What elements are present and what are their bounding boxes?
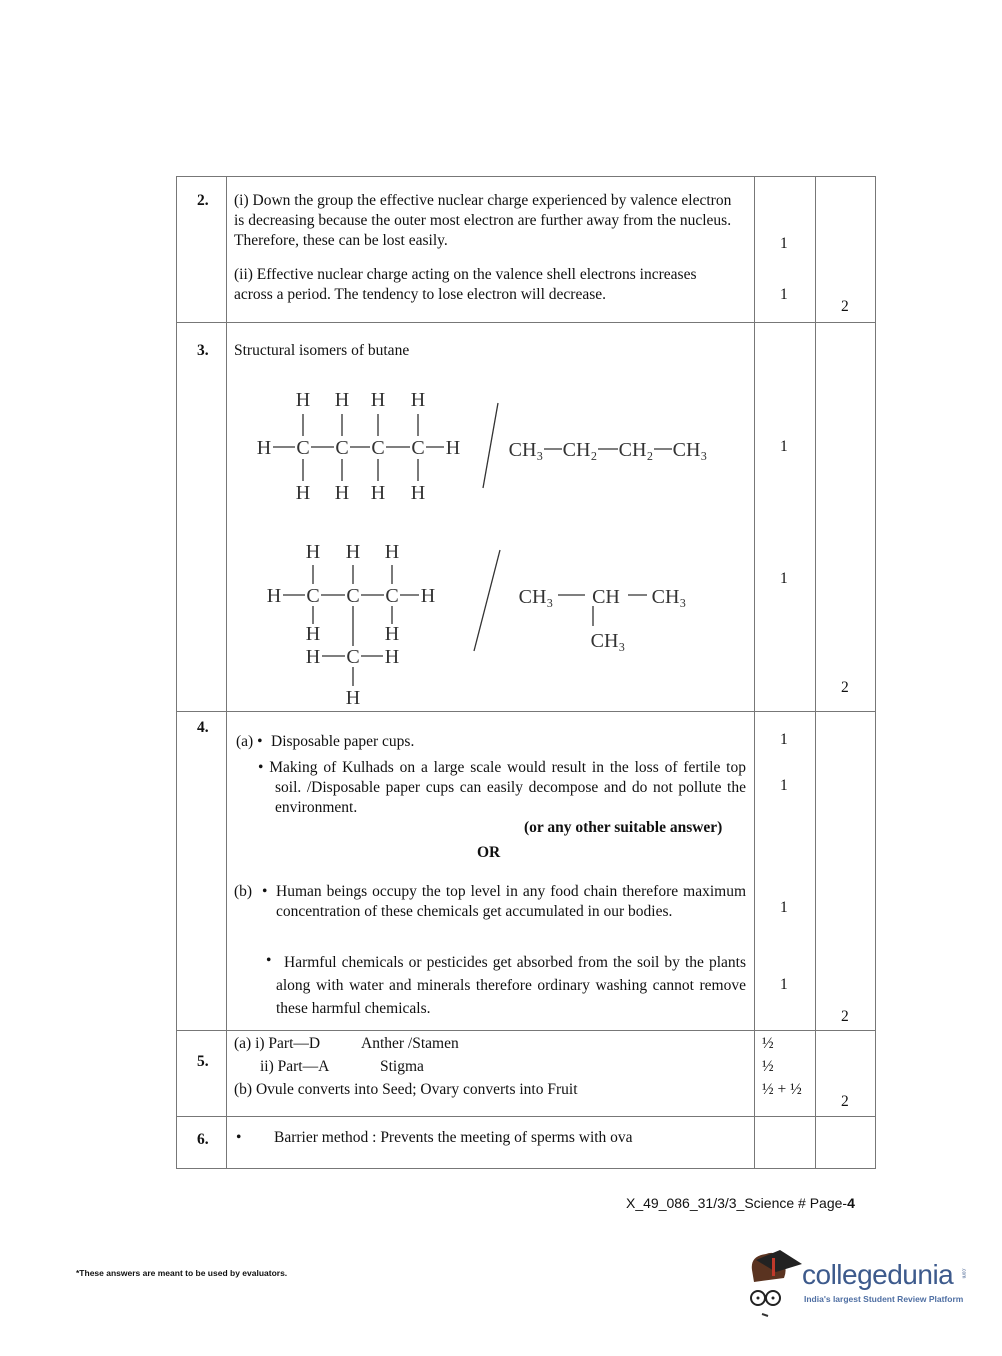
answer-text: Disposable paper cups. [271,733,415,750]
answer-text-inner: • Making of Kulhads on a large scale would result in the loss of fertile top soil. /Disposable paper cups can easily decompose and do not pollute the environment. [258,759,746,816]
brand-tagline: India's largest Student Review Platform [804,1294,964,1304]
carbon-atom: C [346,585,360,607]
total-mark: 2 [841,298,849,315]
mark: 1 [780,570,788,587]
bullet: • [236,1129,242,1146]
hydrogen-atom: H [305,541,321,563]
bullet: • [262,883,268,900]
question-number: 4. [197,719,209,736]
mark: 1 [780,438,788,455]
page-code [626,1193,855,1213]
or-separator: OR [477,844,501,861]
separator-slash [474,550,500,651]
hydrogen-atom: H [370,389,386,411]
carbon-atom: C [385,585,399,607]
collegedunia-logo [742,1248,972,1320]
mark: ½ + ½ [762,1081,802,1098]
carbon-atom: C [335,437,349,459]
condensed-group: CH₃ [508,439,544,461]
answer-text: (i) Down the group the effective nuclear charge experienced by valence electron is decreasing because the outer most electron are further away from the nucleus. Therefore, these can be lost easily. [234,192,732,249]
carbon-atom: C [411,437,425,459]
answer-text: Barrier method : Prevents the meeting of sperms with ova [274,1129,633,1146]
mark: 1 [780,286,788,303]
bullet: • [266,952,272,969]
total-mark: 2 [841,1008,849,1025]
answer-note: (or any other suitable answer) [524,819,723,836]
separator-slash [483,403,498,488]
carbon-atom: C [306,585,320,607]
answer-text: Harmful chemicals or pesticides get absorbed from the soil by the plants along with water and minerals therefore ordinary washing cannot remove these harmful chemicals. [276,954,746,1017]
hydrogen-atom: H [295,389,311,411]
hydrogen-atom: H [384,623,400,645]
answer-text: Human beings occupy the top level in any food chain therefore maximum concentration of these chemicals get accumulated in our bodies. [276,883,746,920]
mark: 1 [780,777,788,794]
answer-text: (ii) Effective nuclear charge acting on the valence shell electrons increases across a period. The tendency to lose electron will decrease. [234,266,697,303]
total-mark: 2 [841,679,849,696]
mark: 1 [780,899,788,916]
question-number: 3. [197,342,209,359]
condensed-group: CH [592,586,620,608]
hydrogen-atom: H [345,541,361,563]
hydrogen-atom: H [370,482,386,504]
hydrogen-atom: H [305,646,321,668]
condensed-group: CH₃ [651,586,687,608]
hydrogen-atom: H [384,646,400,668]
hydrogen-atom: H [345,687,361,709]
brand-suffix: .com [960,1267,967,1279]
question-number: 6. [197,1131,209,1148]
answer-text: Stigma [380,1058,424,1075]
mascot-icon [742,1248,802,1318]
condensed-group: CH₂ [618,439,654,461]
hydrogen-atom: H [420,585,436,607]
mark: 1 [780,235,788,252]
answer-heading: Structural isomers of butane [234,342,410,359]
hydrogen-atom: H [445,437,461,459]
mark: ½ [762,1058,774,1075]
condensed-group: CH₃ [518,586,554,608]
condensed-group: CH₃ [590,630,626,652]
condensed-group: CH₃ [672,439,708,461]
answer-text: (b) Ovule converts into Seed; Ovary converts into Fruit [234,1081,578,1098]
mark: 1 [780,976,788,993]
hydrogen-atom: H [334,482,350,504]
hydrogen-atom: H [256,437,272,459]
hydrogen-atom: H [266,585,282,607]
option-label-a: (a) • [236,733,263,750]
answer-text: ii) Part—A [260,1058,330,1075]
carbon-atom: C [371,437,385,459]
option-label-b: (b) [234,883,253,900]
brand-name: collegedunia [802,1259,954,1290]
hydrogen-atom: H [305,623,321,645]
question-number: 5. [197,1053,209,1070]
answer-text: Anther /Stamen [361,1035,459,1052]
question-number: 2. [197,192,209,209]
total-mark: 2 [841,1093,849,1110]
page-code-text: X_49_086_31/3/3_Science # Page- [626,1195,848,1211]
hydrogen-atom: H [410,482,426,504]
mark: 1 [780,731,788,748]
carbon-atom: C [296,437,310,459]
mark: ½ [762,1035,774,1052]
page-number: 4 [847,1195,855,1211]
hydrogen-atom: H [295,482,311,504]
disclaimer: *These answers are meant to be used by evaluators. [76,1268,288,1278]
hydrogen-atom: H [410,389,426,411]
hydrogen-atom: H [334,389,350,411]
hydrogen-atom: H [384,541,400,563]
answer-text: (a) i) Part—D [234,1035,321,1052]
condensed-group: CH₂ [562,439,598,461]
answer-text [258,758,746,818]
carbon-atom: C [346,646,360,668]
